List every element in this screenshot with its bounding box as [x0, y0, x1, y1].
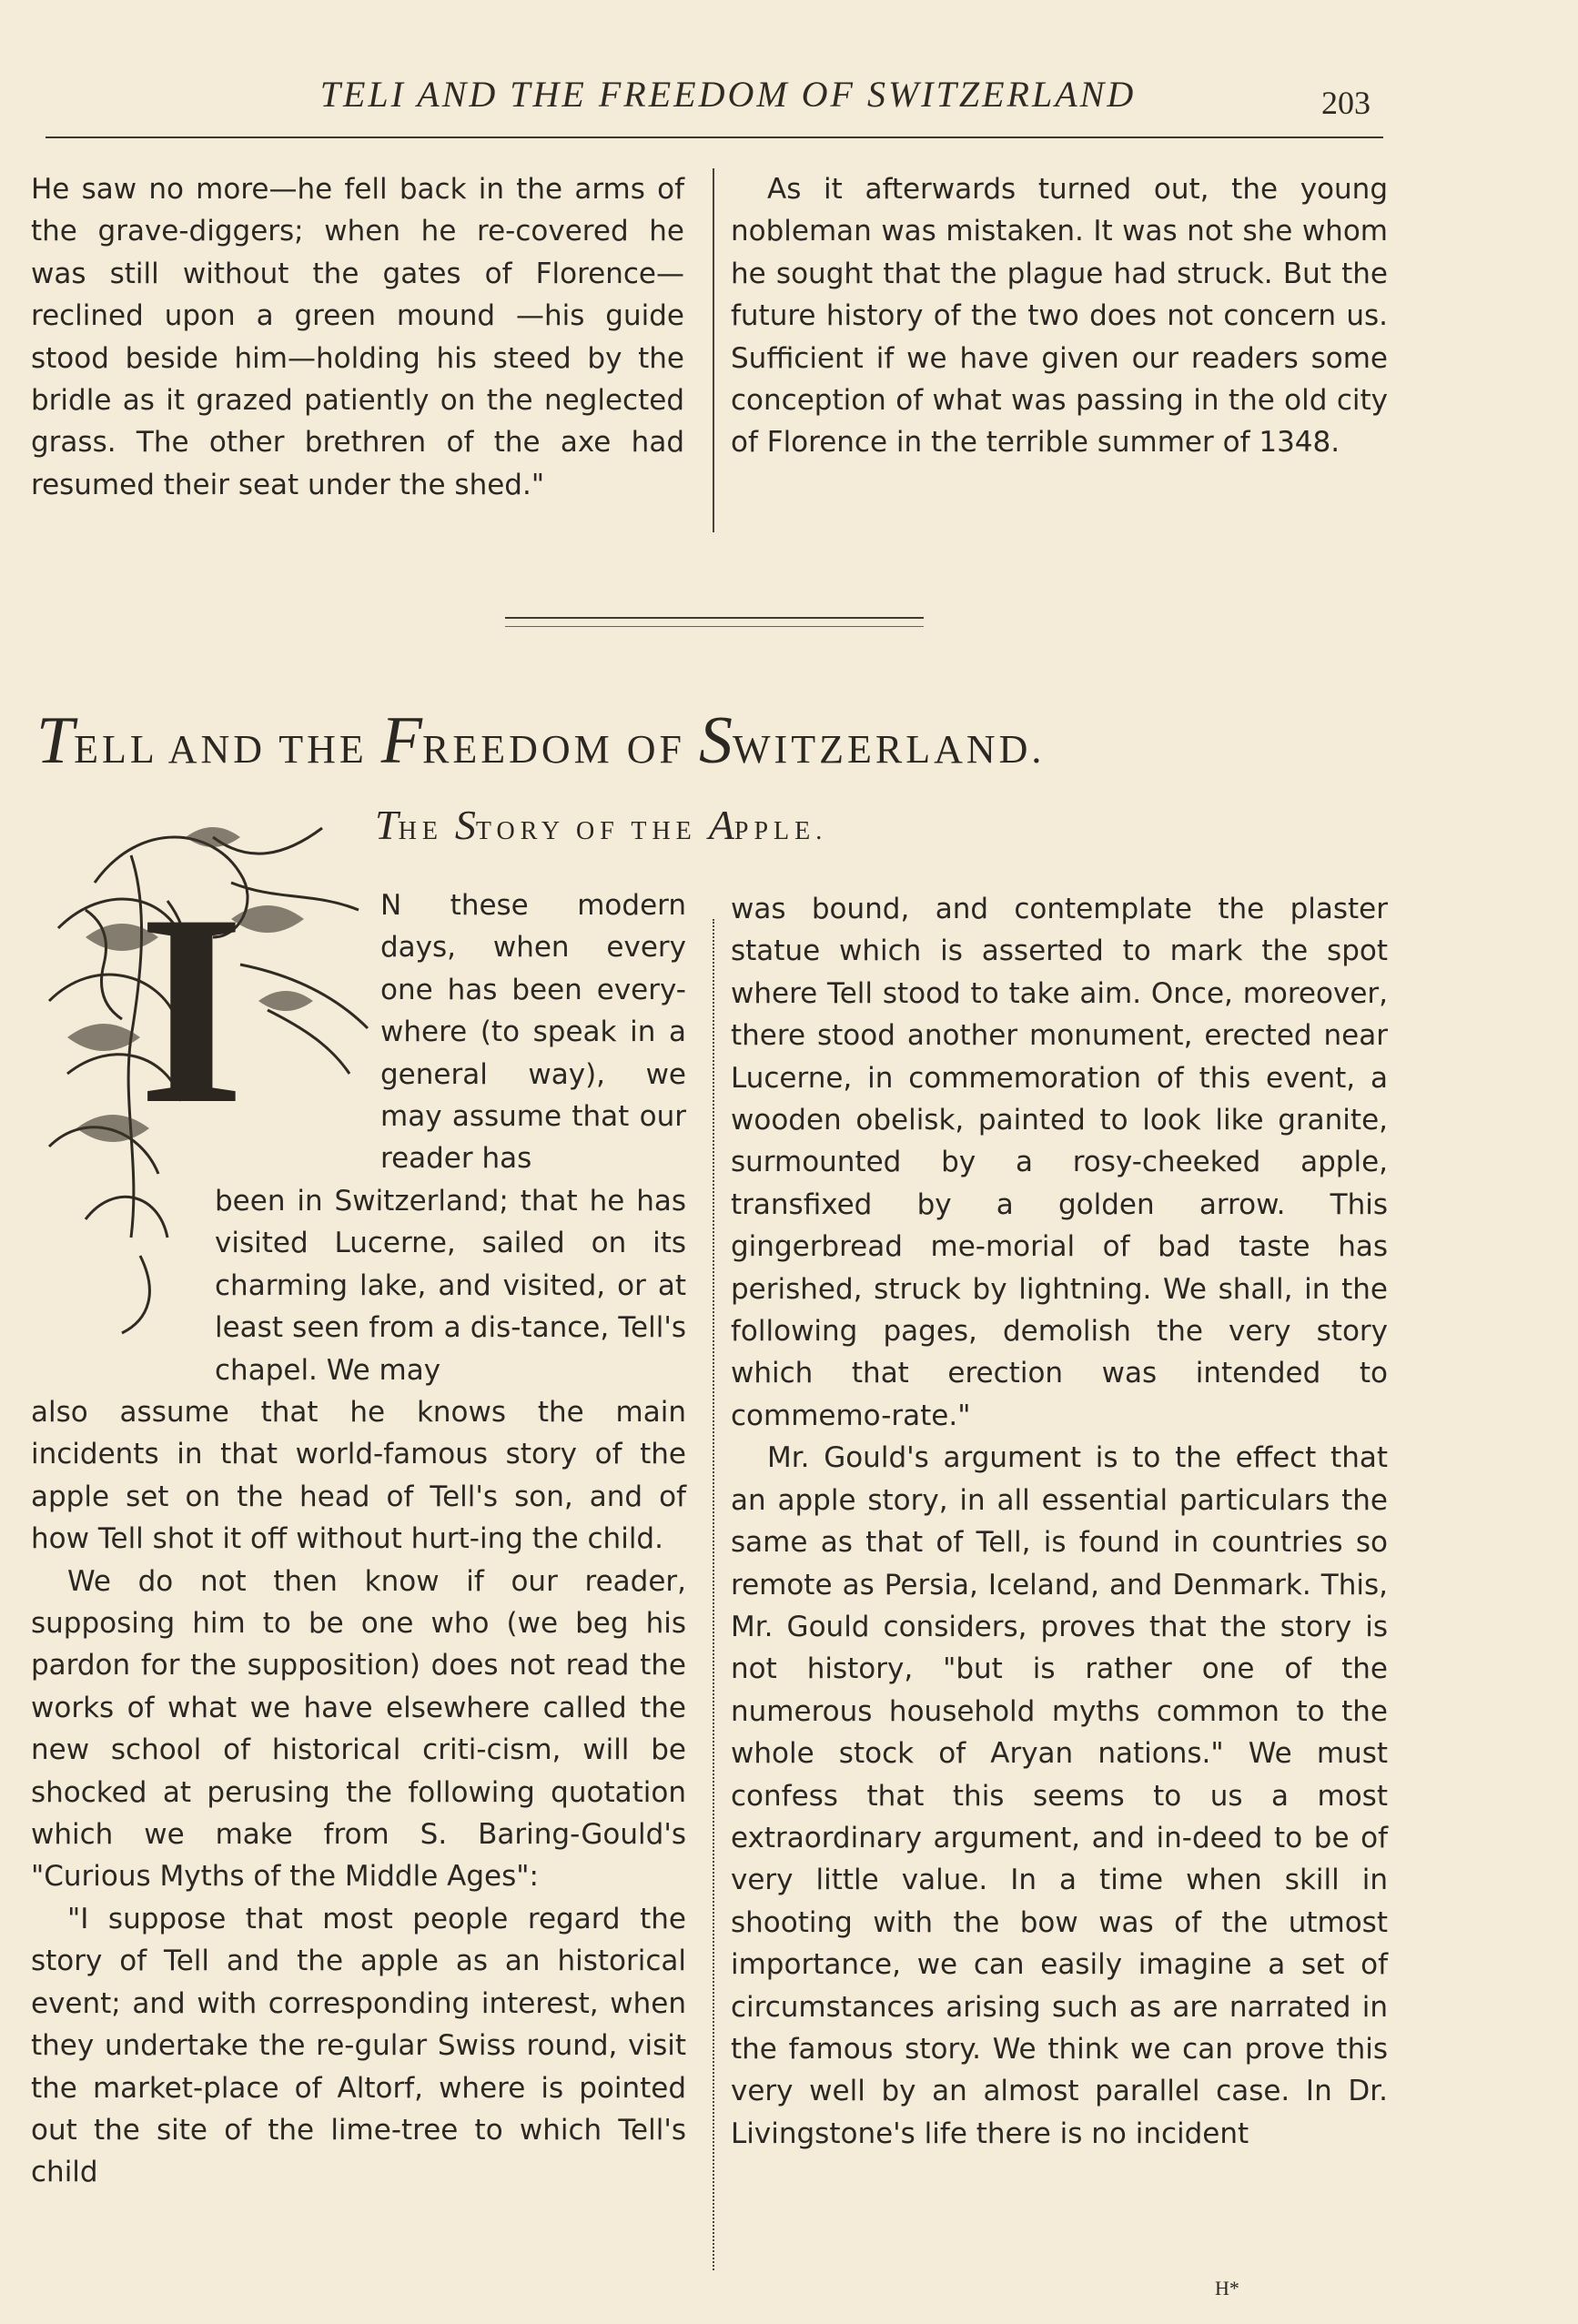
top-left-paragraph: He saw no more—he fell back in the arms of the grave-diggers; when he re-covered he was still without the gates of Florence—reclined upon a green mound —his guide stood beside him—holding his steed by the bridle as it grazed patiently on the neglected grass. The other brethren of the axe had resumed their seat under the shed." [31, 173, 684, 501]
signature-mark: H* [1215, 2277, 1239, 2299]
article-right-column [731, 888, 1388, 2155]
subtitle-initial-a: A [708, 802, 734, 848]
left-paragraph-quotation: "I suppose that most people regard the story of Tell and the apple as an historical event; and with corresponding interest, when they undertake the re-gular Swiss round, visit the market-place of Altorf, where is pointed out the site of the lime-tree to which Tell's child [31, 1902, 686, 2189]
subtitle-initial-t: T [375, 802, 399, 848]
subtitle-part-1: HE [398, 817, 455, 845]
header-rule [46, 136, 1383, 138]
title-part-2: REEDOM OF [422, 727, 700, 772]
article-left-column-drop [380, 884, 686, 1180]
title-initial-t: T [36, 703, 75, 778]
article-title [36, 702, 1411, 780]
title-initial-s: S [699, 703, 733, 778]
top-right-paragraph: As it afterwards turned out, the young nobleman was mistaken. It was not she whom he sought that the plague had struck. But the future history of the two does not concern us. Sufficient if we have given our readers some conception of what was passing in the old city of Florence in the terrible summer of 1348. [731, 173, 1388, 460]
right-paragraph-argument: Mr. Gould's argument is to the effect that an apple story, in all essential particulars the same as that of Tell, is found in countries so remote as Persia, Iceland, and Denmark. This, Mr. Gould considers, proves that the story is not history, "but is rather one of the numerous household myths common to the whole stock of Aryan nations." We must confess that this seems to us a most extraordinary argument, and in-deed to be of very little value. In a time when skill in shooting with the bow was of the utmost importance, we can easily imagine a set of circumstances arising such as are narrated in the famous story. We think we can prove this very well by an almost parallel case. In Dr. Livingstone's life there is no incident [731, 1441, 1388, 2150]
drop-cap-letter: I [138, 858, 245, 1160]
running-header-title: TELI AND THE FREEDOM OF SWITZERLAND [319, 74, 1137, 115]
page-number: 203 [1321, 85, 1371, 121]
article-subtitle [375, 801, 827, 849]
subtitle-part-3: PPLE. [733, 817, 828, 845]
left-paragraph-quotation-intro: We do not then know if our reader, supposing him to be one who (we beg his pardon for the supposition) does not read the works of what we have elsewhere called the new school of historical criti-cism, will be shocked at perusing the following quotation which we make from S. Baring-Gould's "Curious Myths of the Middle Ages": [31, 1564, 686, 1894]
title-part-3: WITZERLAND. [733, 727, 1046, 772]
top-column-rule [713, 168, 714, 532]
left-paragraph-continued: been in Switzerland; that he has visited Lucerne, sailed on its charming lake, and visited, or at least seen from a dis-tance, Tell's chapel. We may [215, 1185, 686, 1387]
subtitle-initial-s: S [454, 802, 476, 848]
subtitle-part-2: TORY OF THE [475, 817, 709, 845]
title-part-1: ELL AND THE [74, 727, 381, 772]
title-initial-f: F [380, 703, 422, 778]
article-left-column-main [31, 1391, 686, 2194]
article-left-column-wrap [215, 1180, 686, 1391]
top-right-column [731, 168, 1388, 464]
section-divider [505, 617, 924, 627]
left-paragraph-opening: N these modern days, when every one has been every-where (to speak in a general way), we may assume that our reader has [380, 889, 686, 1176]
article-column-rule [713, 919, 714, 2270]
right-paragraph-quotation-end: was bound, and contemplate the plaster statue which is asserted to mark the spot where Tell stood to take aim. Once, moreover, there stood another monument, erected near Lucerne, in commemoration of this event, a wooden obelisk, painted to look like granite, surmounted by a rosy-cheeked apple, transfixed by a golden arrow. This gingerbread me-morial of bad taste has perished, struck by lightning. We shall, in the following pages, demolish the very story which that erection was intended to commemo-rate." [731, 893, 1388, 1432]
left-paragraph-continued-2: also assume that he knows the main incidents in that world-famous story of the apple set on the head of Tell's son, and of how Tell shot it off without hurt-ing the child. [31, 1396, 686, 1556]
top-left-column [31, 168, 684, 506]
